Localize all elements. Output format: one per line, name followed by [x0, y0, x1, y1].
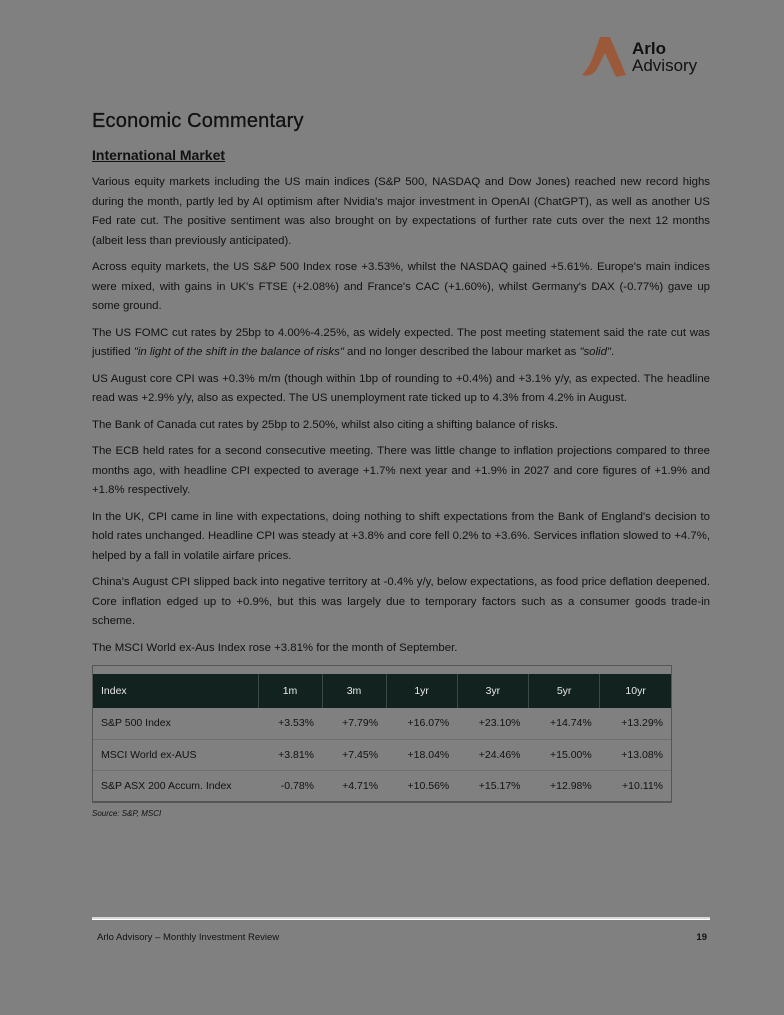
section-heading: International Market [92, 147, 226, 163]
col-header: 5yr [529, 674, 600, 708]
paragraph-us-cpi: US August core CPI was +0.3% m/m (though within 1bp of rounding to +0.4%) and +3.1% y/y, as expected. The headline read was +2.9% y/y, also as expected. The US unemployment rate ticked up to 4.3% from 4.2% in August. [92, 372, 710, 404]
table-cell: +12.98% [529, 770, 600, 801]
page-title: Economic Commentary [92, 110, 304, 132]
page-number: 19 [696, 932, 707, 943]
table-cell: S&P 500 Index [93, 708, 258, 739]
table-row [93, 708, 671, 739]
table-row [93, 739, 671, 770]
logo [580, 34, 715, 80]
table-cell: S&P ASX 200 Accum. Index [93, 770, 258, 801]
arlo-a-mark-icon [580, 35, 628, 79]
table-cell: +16.07% [386, 708, 457, 739]
paragraph-ecb: The ECB held rates for a second consecutive meeting. There was little change to inflation projections compared to three months ago, with headline CPI expected to average +1.7% next year and +1.9% in 2027 and core figures of +1.9% and +1.8% respectively. [92, 445, 710, 496]
table-cell: +10.11% [600, 770, 671, 801]
paragraph-msci: The MSCI World ex-Aus Index rose +3.81% for the month of September. [92, 641, 458, 654]
table-cell: +23.10% [457, 708, 528, 739]
paragraph-china-cpi: China's August CPI slipped back into negative territory at -0.4% y/y, below expectations, as food price deflation deepened. Core inflation edged up to +0.9%, but this was largely due to temporary factors such as a consumer goods trade-in scheme. [92, 576, 710, 627]
table-cell: +10.56% [386, 770, 457, 801]
footer-title: Arlo Advisory – Monthly Investment Review [97, 932, 280, 943]
col-header: 10yr [600, 674, 671, 708]
table-row [93, 770, 671, 801]
document-body [92, 110, 710, 818]
table-cell: +14.74% [529, 708, 600, 739]
col-header: 1m [258, 674, 322, 708]
table-cell: +7.45% [322, 739, 386, 770]
returns-table [92, 665, 672, 803]
col-header: 3yr [457, 674, 528, 708]
paragraph-bank-of-canada: The Bank of Canada cut rates by 25bp to 2.50%, whilst also citing a shifting balance of risks. [92, 418, 559, 431]
col-header: Index [93, 674, 258, 708]
paragraph-equity-markets: Various equity markets including the US main indices (S&P 500, NASDAQ and Dow Jones) reached new record highs during the month, partly led by AI optimism after Nvidia's major investment in OpenAI (ChatGPT), as well as another US Fed rate cut. The positive sentiment was also brought on by expectations of further rate cuts over the next 12 months (albeit less than previously anticipated). [92, 176, 710, 247]
table-source: Source: S&P, MSCI [92, 808, 162, 818]
table-cell: +15.17% [457, 770, 528, 801]
paragraph-index-returns: Across equity markets, the US S&P 500 Index rose +3.53%, whilst the NASDAQ gained +5.61%. Europe's main indices were mixed, with gains in UK's FTSE (+2.08%) and France's CAC (+1.60%), whilst Germany's DAX (-0.77%) gave up some ground. [92, 261, 710, 312]
table-cell: +13.29% [600, 708, 671, 739]
col-header: 3m [322, 674, 386, 708]
table-header-row [93, 674, 671, 708]
footer [97, 932, 707, 943]
table-cell: +24.46% [457, 739, 528, 770]
table-cell: +4.71% [322, 770, 386, 801]
table-cell: -0.78% [258, 770, 322, 801]
logo-wordmark: Arlo Advisory [632, 39, 698, 75]
table-cell: +15.00% [529, 739, 600, 770]
paragraph-uk-cpi: In the UK, CPI came in line with expectations, doing nothing to shift expectations from the Bank of England's decision to hold rates unchanged. Headline CPI was steady at +3.8% and core fell 0.2% to +3.6%. Services inflation slowed to +4.7%, helped by a fall in volatile airfare prices. [92, 510, 710, 562]
table-cell: +7.79% [322, 708, 386, 739]
paragraph-fomc: The US FOMC cut rates by 25bp to 4.00%-4.25%, as widely expected. The post meeting statement said the rate cut was justified "in light of the shift in the balance of risks" and no longer described the labour market as "solid". [92, 326, 710, 358]
table-cell: +3.53% [258, 708, 322, 739]
table-cell: +13.08% [600, 739, 671, 770]
footer-divider [92, 917, 710, 920]
table-cell: +18.04% [386, 739, 457, 770]
table-cell: +3.81% [258, 739, 322, 770]
table-cell: MSCI World ex-AUS [93, 739, 258, 770]
col-header: 1yr [386, 674, 457, 708]
